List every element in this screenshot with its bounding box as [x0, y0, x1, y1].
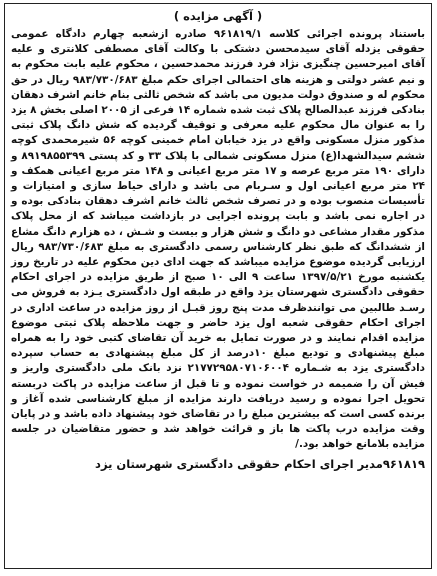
notice-signature: ۹۶۱۸۱۹مدیر اجرای احکام حقوقی دادگستری شهرستان یزد [95, 456, 425, 471]
auction-notice [4, 3, 432, 569]
notice-title: ( آگهی مزایده ) [173, 9, 263, 23]
notice-body: باستناد پرونده اجرائی کلاسه ۹۶۱۸۱۹/۱ صادره ازشعبه چهارم دادگاه عمومی حقوقی یزدله آقای سیدمحسن دشتکی با وکالت آقای مصطفی کلانتری و علیه آقای امیرحسین چنگیزی نژاد فرد فرزند محمدحسین ، محکوم علیه بابت محکوم به و نیم عشر دولتی و هزینه های احتمالی اجرای حکم مبلغ ۹۸۳/۷۳۰/۶۸۳ ریال در حق محکوم له و صندوق دولت مدیون می باشد که شخص ثالثی بنام خانم اشرف دهقان بنادکی فرزند عبدالصالح پلاک ثبت شده شماره ۱۴ فرعی از ۲۰۰۵ اصلی بخش ۸ یزد را به عنوان مال محکوم علیه معرفی و توقیف گردیده که شش دانگ پلاک ثبتی مذکور منزل مسکونی واقع در یزد خیابان امام خمینی کوچه ۵۶ شیرمحمدی کوچه ششم سیدالشهدا(ع) منزل مسکونی شمالی با پلاک ۳۳ و کد پستی ۸۹۱۹۸۵۵۳۹۹ و دارای ۱۹۰ متر مربع عرصه و ۱۷ متر مربع اعیانی و ۱۴۸ متر مربع اعیانی همکف و ۲۴ متر مربع اعیانی اول و سـربام می باشد و دارای حیاط سازی و امتیازات و تأسیسات منصوب بوده و در تصرف شخص ثالث خانم اشرف دهقان بنادکی بوده و در اجاره نمی باشد و بابت پرونده اجرایی در بازداشت میباشد که از محل پلاک مذکور مقدار مشاعی دو دانگ و شش هزار و بیست و شـش ، ده هزارم دانگ مشاع از ششدانگ که طبق نظر کارشناس رسمی دادگستری به مبلغ ۹۸۳/۷۳۰/۶۸۳ ریال ارزیابی گردیده موضوع مزایده میباشد که جهت ادای دین محکوم علیه در تاریخ روز یکشنبه مورخ ۱۳۹۷/۵/۲۱ ساعت ۹ الی ۱۰ صبح از طریق مزایده در اجرای احکام حقوقی دادگستری شهرستان یزد واقع در طبقه اول دادگستری یـزد به فروش می رسـد طالبین می توانندظرف مدت پنج روز قبـل از روز مزایده در ساعت اداری در اجرای احکام حقوقی شعبه اول یزد حاضر و جهت ملاحظه پلاک ثبتی موضوع مزایده اقدام نمایند و در صورت تمایل به خرید آن تقاضای کتبی خود را به همراه مبلغ پیشنهادی و تودیع مبلغ ۱۰درصد از کل مبلغ پیشنهادی به حساب سپرده دادگستری یزد به شـماره ۲۱۷۷۲۹۵۸۰۷۱۰۶۰۰۴ نزد بانک ملی دادگستری واریز و فیش آن را ضمیمه در خواست نموده و تا قبل از ساعت مزایده در پاکت دربسته تحویل اجرا نموده و رسید دریافت دارند مزایده از مبلغ کارشناسی شده آغاز و برنده کسی است که بیشترین مبلغ را در تقاضای خود پیشنهاد داده باشد و در پایان وقت مزایده درب پاکت ها باز و قرائت خواهد شد و حضور متقاضیان در جلسه مزایده بلامانع خواهد بود./ [11, 28, 426, 451]
